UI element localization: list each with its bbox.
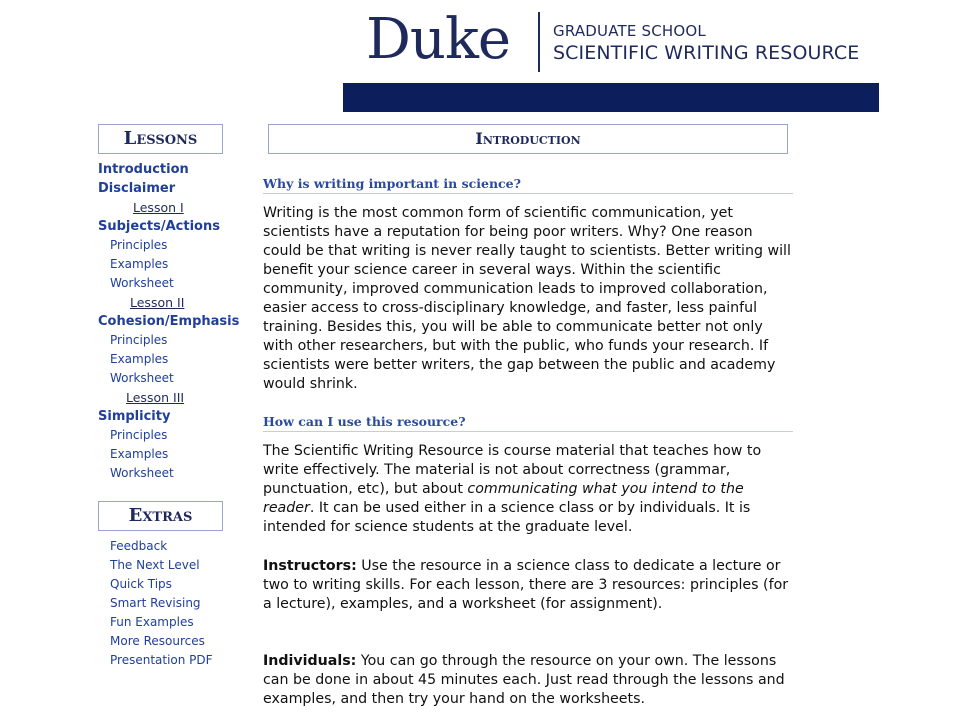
paragraph-individuals: [263, 652, 793, 709]
section-heading-why-writing: Why is writing important in science?: [263, 176, 793, 194]
extras-nav: [110, 537, 250, 670]
emphasis-text: communicating what you intend to the reader: [263, 481, 744, 516]
sidebar-item-lesson-i[interactable]: Lesson I: [133, 200, 184, 215]
paragraph-text: . It can be used either in a science class or by individuals. It is intended for science students at the graduate level.: [263, 500, 751, 535]
extras-item-quick-tips[interactable]: Quick Tips: [110, 577, 172, 591]
duke-logo-wordmark: Duke: [366, 7, 511, 72]
sidebar-item-disclaimer[interactable]: Disclaimer: [98, 181, 176, 196]
sidebar-item-lesson-iii[interactable]: Lesson III: [126, 390, 185, 405]
sidebar-item-cohesion-emphasis[interactable]: Cohesion/Emphasis: [98, 314, 240, 329]
extras-item-presentation-pdf[interactable]: Presentation PDF: [110, 653, 213, 667]
extras-item-feedback[interactable]: Feedback: [110, 539, 168, 553]
sidebar-item-worksheet[interactable]: Worksheet: [110, 466, 174, 480]
extras-item-more-resources[interactable]: More Resources: [110, 634, 205, 648]
extras-item-smart-revising[interactable]: Smart Revising: [110, 596, 201, 610]
paragraph-why-writing: Writing is the most common form of scientific communication, yet scientists have a reputation for being poor writers. Why? One reason could be that writing is never really taught to scientists. Better writing will benefit your science career in several ways. Within the scientific community, improved communication leads to improved collaboration, easier access to cross-disciplinary knowledge, and faster, less painful training. Besides this, you will be able to communicate better not only with other researchers, but with the public, who funds your research. If scientists were better writers, the gap between the public and academy would shrink.: [263, 205, 791, 392]
header-bar: [343, 83, 879, 112]
extras-heading: Extras: [98, 501, 223, 531]
sidebar-item-lesson-ii[interactable]: Lesson II: [130, 295, 185, 310]
sidebar-item-principles[interactable]: Principles: [110, 333, 168, 347]
sidebar-item-examples[interactable]: Examples: [110, 447, 169, 461]
sidebar-item-principles[interactable]: Principles: [110, 428, 168, 442]
paragraph-instructors: [263, 557, 793, 614]
paragraph-how-to-use: [263, 442, 793, 537]
logo-divider: [538, 12, 540, 72]
logo-graduate-school: GRADUATE SCHOOL: [553, 22, 706, 40]
sidebar-item-principles[interactable]: Principles: [110, 238, 168, 252]
sidebar-item-examples[interactable]: Examples: [110, 352, 169, 366]
instructors-label: Instructors:: [263, 558, 357, 574]
individuals-text: You can go through the resource on your own. The lessons can be done in about 45 minutes each. Just read through the lessons and examples, and then try your hand on the worksheets.: [263, 653, 785, 707]
instructors-text: Use the resource in a science class to dedicate a lecture or two to writing skills. For each lesson, there are 3 resources: principles (for a lecture), examples, and a worksheet (for assignment).: [263, 558, 789, 612]
lessons-heading: Lessons: [98, 124, 223, 154]
page-title: Introduction: [268, 124, 788, 154]
extras-item-fun-examples[interactable]: Fun Examples: [110, 615, 194, 629]
sidebar-item-worksheet[interactable]: Worksheet: [110, 276, 174, 290]
sidebar-item-simplicity[interactable]: Simplicity: [98, 409, 171, 424]
extras-item-the-next-level[interactable]: The Next Level: [110, 558, 200, 572]
section-heading-how-to-use: How can I use this resource?: [263, 414, 793, 432]
sidebar-item-examples[interactable]: Examples: [110, 257, 169, 271]
sidebar-item-introduction[interactable]: Introduction: [98, 162, 189, 177]
logo-site-title: SCIENTIFIC WRITING RESOURCE: [553, 42, 860, 64]
individuals-label: Individuals:: [263, 653, 357, 669]
paragraph-text: The Scientific Writing Resource is course material that teaches how to write effectively. The material is not about correctness (grammar, punctuation, etc), but about: [263, 443, 762, 497]
sidebar-item-worksheet[interactable]: Worksheet: [110, 371, 174, 385]
lessons-nav: [98, 160, 248, 483]
sidebar-item-subjects-actions[interactable]: Subjects/Actions: [98, 219, 220, 234]
